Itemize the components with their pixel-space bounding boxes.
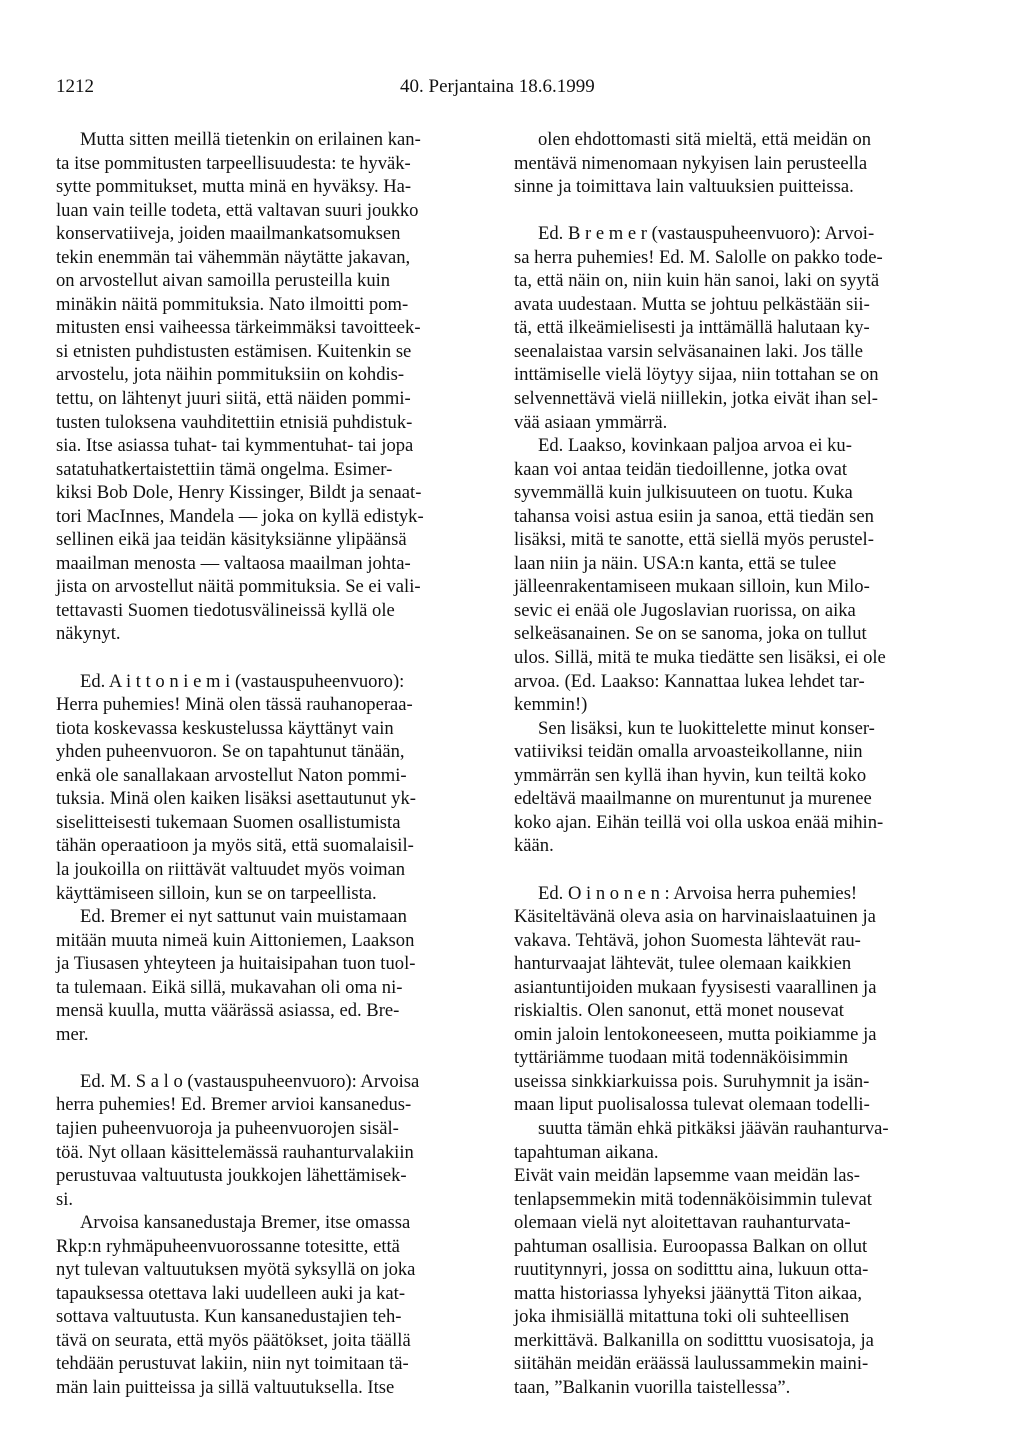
- text-line: vakava. Tehtävä, johon Suomesta lähtevät rau-: [514, 929, 861, 951]
- text-line: luan vain teille todeta, että valtavan suuri joukko: [56, 199, 419, 221]
- text-line: Ed. B r e m e r (vastauspuheenvuoro): Arvoi-: [538, 223, 875, 245]
- text-line: arvoa. (Ed. Laakso: Kannattaa lukea lehdet tar-: [514, 670, 865, 692]
- text-line: tajien puheenvuoroja ja puheenvuorojen sisäl-: [56, 1117, 399, 1139]
- text-line: ta, että näin on, niin kuin hän sanoi, laki on syytä: [514, 270, 880, 292]
- text-line: arvostelu, jota näihin pommituksiin on kohdis-: [56, 364, 405, 386]
- text-line: yhden puheenvuoron. Se on tapahtunut tänään,: [56, 741, 405, 763]
- text-line: pahtuman osallisia. Euroopassa Balkan on ollut: [514, 1235, 868, 1257]
- text-line: tahansa voisi astua esiin ja sanoa, että tiedän sen: [514, 505, 874, 527]
- text-line: Herra puhemies! Minä olen tässä rauhanoperaa-: [56, 694, 413, 716]
- text-line: tapahtuman aikana.: [514, 1141, 659, 1163]
- text-line: tuksia. Minä olen kaiken lisäksi asettautunut yk-: [56, 788, 416, 810]
- text-line: Rkp:n ryhmäpuheenvuorossanne totesitte, että: [56, 1235, 400, 1257]
- text-line: Ed. Bremer ei nyt sattunut vain muistamaan: [80, 906, 407, 928]
- text-line: perustuvaa valtuutusta joukkojen lähettämisek-: [56, 1165, 407, 1187]
- text-line: ta tulemaan. Eikä sillä, mukavahan oli oma ni-: [56, 976, 403, 998]
- text-line: Ed. Laakso, kovinkaan paljoa arvoa ei ku-: [538, 435, 852, 457]
- text-line: siitähän meidän eräässä laulussammekin maini-: [514, 1353, 869, 1375]
- text-line: tapauksessa otettava laki uudelleen auki ja kat-: [56, 1282, 406, 1304]
- text-line: minäkin näitä pommituksia. Nato ilmoitti pom-: [56, 293, 409, 315]
- paragraph-gap: [514, 199, 964, 223]
- text-line: kiksi Bob Dole, Henry Kissinger, Bildt ja senaat-: [56, 482, 422, 504]
- text-line: joka ihmisiällä mitattuna toki oli suhteellisen: [514, 1306, 850, 1328]
- text-line: tä, että ilkeämielisesti ja inttämällä halutaan ky-: [514, 317, 870, 339]
- text-line: si.: [56, 1188, 74, 1210]
- text-line: inttämiselle vielä löytyy sijaa, niin tottahan se on: [514, 364, 879, 386]
- text-line: tettavasti Suomen tiedotusvälineissä kyllä ole: [56, 599, 395, 621]
- text-line: kaan voi antaa teidän tiedoillenne, jotka ovat: [514, 458, 848, 480]
- text-line: sia. Itse asiassa tuhat- tai kymmentuhat- tai jopa: [56, 435, 414, 457]
- text-line: si etnisten puhdistusten estämisen. Kuitenkin se: [56, 340, 412, 362]
- text-line: matta historiassa lyhyeksi jäänyttä Titon aikaa,: [514, 1282, 863, 1304]
- text-line: tähän operaatioon ja myös sitä, että suomalaisil-: [56, 835, 414, 857]
- text-line: vää asiaan ymmärrä.: [514, 411, 668, 433]
- paragraph-gap: [514, 858, 964, 882]
- text-line: jista on arvostellut näitä pommituksia. Se ei vali-: [56, 576, 421, 598]
- paragraph-gap: [56, 646, 486, 670]
- text-line: siselitteisesti tukemaan Suomen osallistumista: [56, 811, 401, 833]
- text-line: omin jaloin lentokoneeseen, mutta poikiamme ja: [514, 1023, 877, 1045]
- text-line: sa herra puhemies! Ed. M. Salolle on pakko tode-: [514, 246, 883, 268]
- text-line: olen ehdottomasti sitä mieltä, että meidän on: [538, 129, 872, 150]
- text-line: mitusten ensi vaiheessa tärkeimmäksi tavoitteek-: [56, 317, 421, 339]
- text-line: mer.: [56, 1023, 89, 1045]
- text-line: tekin enemmän tai vähemmän näytätte jakavan,: [56, 246, 411, 268]
- text-line: sellinen eikä jaa teidän käsityksiänne ylipäänsä: [56, 529, 407, 551]
- text-line: tävä on seurata, että myös päätökset, joita täällä: [56, 1329, 411, 1351]
- text-line: herra puhemies! Ed. Bremer arvioi kansanedus-: [56, 1094, 412, 1116]
- text-line: mitään muuta nimeä kuin Aittoniemen, Laakson: [56, 929, 415, 951]
- text-line: tenlapsemmekin mitä todennäköisimmin tulevat: [514, 1188, 872, 1210]
- text-line: Ed. M. S a l o (vastauspuheenvuoro): Arvoisa: [80, 1070, 420, 1092]
- paragraph-gap: [56, 1046, 486, 1070]
- text-line: tettu, on lähtenyt juuri siitä, että näiden pommi-: [56, 388, 411, 410]
- text-line: on arvostellut aivan samoilla perusteilla kuin: [56, 270, 391, 292]
- text-line: tehdään perustuvat lakiin, niin nyt toimitaan tä-: [56, 1353, 409, 1375]
- text-line: Sen lisäksi, kun te luokittelette minut konser-: [538, 717, 875, 739]
- running-head: 40. Perjantaina 18.6.1999: [400, 76, 595, 97]
- text-line: avata uudestaan. Mutta se johtuu pelkästään sii-: [514, 293, 870, 315]
- text-line: laan niin ja näin. USA:n kanta, että se tulee: [514, 552, 837, 574]
- text-line: konservatiiveja, joiden maailmankatsomuksen: [56, 223, 401, 245]
- text-line: tyttäriämme tuodaan mitä todennäköisimmin: [514, 1047, 849, 1069]
- text-line: tusten tuloksena vauhditettiin etnisiä puhdistuk-: [56, 411, 413, 433]
- text-line: maailman menosta — valtaosa maailman johta-: [56, 552, 411, 574]
- text-line: asiantuntijoiden mukaan fyysisesti vaarallinen ja: [514, 976, 877, 998]
- text-line: suutta tämän ehkä pitkäksi jäävän rauhanturva-: [538, 1117, 889, 1139]
- text-line: Käsiteltävänä oleva asia on harvinaislaatuinen ja: [514, 906, 876, 928]
- text-line: käyttämiseen silloin, kun se on tarpeellista.: [56, 882, 377, 904]
- text-line: riskialtis. Olen sanonut, että monet nousevat: [514, 1000, 844, 1022]
- text-line: taan, ”Balkanin vuorilla taistellessa”.: [514, 1376, 791, 1398]
- text-line: töä. Nyt ollaan käsittelemässä rauhanturvalakiin: [56, 1141, 414, 1163]
- text-line: satatuhatkertaistettiin tämä ongelma. Esimer-: [56, 458, 393, 480]
- text-line: tiota koskevassa keskustelussa käyttänyt vain: [56, 717, 394, 739]
- text-line: seenalaistaa varsin selväsanainen laki. Jos tälle: [514, 340, 864, 362]
- text-line: näkynyt.: [56, 623, 121, 645]
- text-line: ta itse pommitusten tarpeellisuudesta: te hyväk-: [56, 152, 411, 174]
- text-line: la joukoilla on riittävät valtuudet myös voiman: [56, 858, 406, 880]
- text-line: ymmärrän sen kyllä ihan hyvin, kun teiltä koko: [514, 764, 867, 786]
- right-column: [514, 128, 964, 1400]
- page-number: 1212: [56, 76, 94, 97]
- text-line: Ed. O i n o n e n : Arvoisa herra puhemies!: [538, 882, 858, 904]
- text-line: merkittävä. Balkanilla on soditttu vuosisatoja, ja: [514, 1329, 874, 1351]
- text-line: kään.: [514, 835, 554, 857]
- text-line: Eivät vain meidän lapsemme vaan meidän las-: [514, 1165, 860, 1187]
- text-line: maan liput puolisalossa tulevat olemaan todelli-: [514, 1094, 870, 1116]
- text-line: Mutta sitten meillä tietenkin on erilainen kan-: [80, 129, 421, 150]
- text-line: syvemmällä kuin julkisuuteen on tuotu. Kuka: [514, 482, 853, 504]
- text-line: sottava valtuutusta. Kun kansanedustajien teh-: [56, 1306, 402, 1328]
- text-line: mentävä nimenomaan nykyisen lain perusteella: [514, 152, 868, 174]
- text-line: män lain puitteissa ja sillä valtuutuksella. Itse: [56, 1376, 395, 1398]
- text-line: olemaan vielä nyt aloitettavan rauhanturvata-: [514, 1212, 851, 1234]
- text-line: nyt tulevan valtuutuksen myötä syksyllä on joka: [56, 1259, 416, 1281]
- text-line: sevic ei enää ole Jugoslavian ruorissa, on aika: [514, 599, 856, 621]
- text-line: edeltävä maailmanne on murentunut ja murenee: [514, 788, 872, 810]
- text-line: ja Tiusasen yhteyteen ja huitaisipahan tuon tuol-: [56, 953, 416, 975]
- text-line: selkeäsanainen. Se on se sanoma, joka on tullut: [514, 623, 867, 645]
- text-line: useissa sinkkiarkuissa pois. Suruhymnit ja isän-: [514, 1070, 870, 1092]
- text-line: mensä kuulla, mutta väärässä asiassa, ed. Bre-: [56, 1000, 400, 1022]
- text-line: ruutitynnyri, jossa on soditttu aina, lukuun otta-: [514, 1259, 869, 1281]
- text-line: Ed. A i t t o n i e m i (vastauspuheenvuoro):: [80, 670, 405, 692]
- text-line: tori MacInnes, Mandela — joka on kyllä edistyk-: [56, 505, 424, 527]
- text-line: kemmin!): [514, 694, 588, 716]
- text-line: selvennettävä vielä niillekin, jotka eivät ihan sel-: [514, 388, 879, 410]
- text-line: vatiiviksi teidän omalla arvoasteikollanne, niin: [514, 741, 863, 763]
- text-line: lisäksi, mitä te sanotte, että siellä myös perustel-: [514, 529, 874, 551]
- text-line: Arvoisa kansanedustaja Bremer, itse omassa: [80, 1212, 411, 1234]
- text-line: ulos. Sillä, mitä te muka tiedätte sen lisäksi, ei ole: [514, 647, 886, 669]
- text-line: sytte pommitukset, mutta minä en hyväksy. Ha-: [56, 176, 412, 198]
- text-line: sinne ja toimittava lain valtuuksien puitteissa.: [514, 176, 854, 198]
- text-line: enkä ole sanallakaan arvostellut Naton pommi-: [56, 764, 407, 786]
- text-line: hanturvaajat lähtevät, tulee olemaan kaikkien: [514, 953, 852, 975]
- text-line: koko ajan. Eihän teillä voi olla uskoa enää mihin-: [514, 811, 884, 833]
- text-line: jälleenrakentamiseen mukaan silloin, kun Milo-: [514, 576, 870, 598]
- left-column: [56, 128, 486, 1400]
